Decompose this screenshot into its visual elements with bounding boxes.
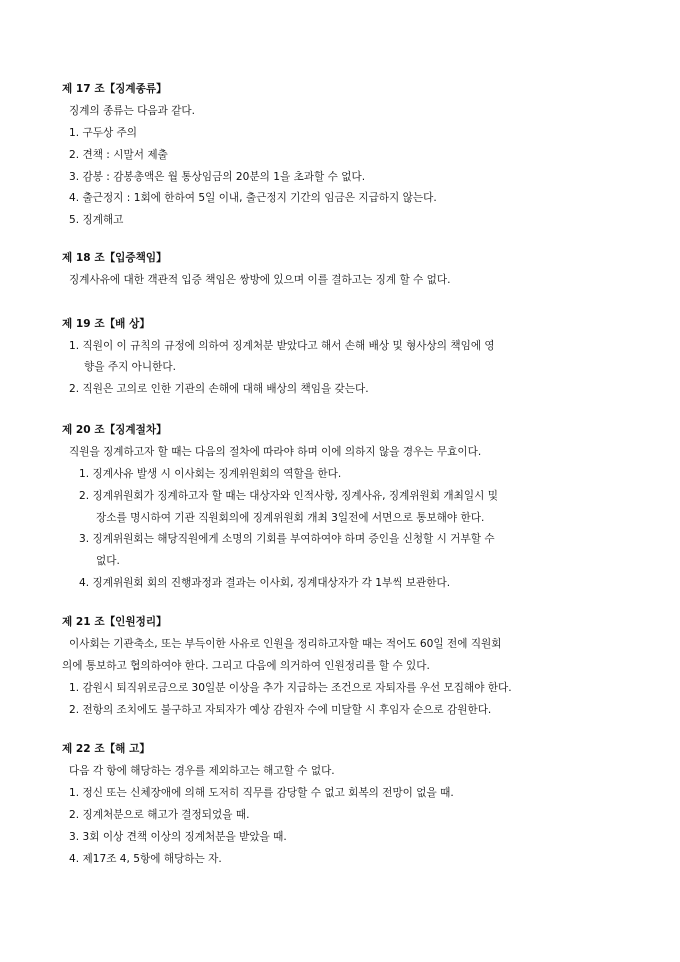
- article-22-item-3: 3. 3회 이상 견책 이상의 징계처분을 받았을 때.: [69, 831, 287, 843]
- article-22-item-1: 1. 정신 또는 신체장애에 의해 도저히 직무를 감당할 수 없고 회복의 전망이 없을 때.: [69, 787, 454, 799]
- article-22-item-4: 4. 제17조 4, 5항에 해당하는 자.: [69, 853, 222, 865]
- article-19-item-2: 2. 직원은 고의로 인한 기관의 손해에 대해 배상의 책임을 갖는다.: [69, 383, 369, 395]
- article-17-item-5: 5. 징계해고: [69, 214, 124, 226]
- article-22-heading: 제 22 조【해 고】: [62, 743, 150, 755]
- article-17-intro: 징계의 종류는 다음과 같다.: [69, 105, 196, 117]
- article-17-item-4: 4. 출근정지 : 1회에 한하여 5일 이내, 출근정지 기간의 임금은 지급하지 않는다.: [69, 192, 437, 204]
- article-22-intro: 다음 각 항에 해당하는 경우를 제외하고는 해고할 수 없다.: [69, 765, 335, 777]
- article-20-item-4: 4. 징계위원회 회의 진행과정과 결과는 이사회, 징계대상자가 각 1부씩 보관한다.: [79, 577, 451, 589]
- article-21-item-1: 1. 감원시 퇴직위로금으로 30일분 이상을 추가 지급하는 조건으로 자퇴자를 우선 모집해야 한다.: [69, 682, 512, 694]
- article-17-heading: 제 17 조【징계종류】: [62, 83, 167, 95]
- article-18-intro: 징계사유에 대한 객관적 입증 책임은 쌍방에 있으며 이를 결하고는 징계 할 수 없다.: [69, 274, 451, 286]
- article-20-item-1: 1. 징계사유 발생 시 이사회는 징계위원회의 역할을 한다.: [79, 468, 342, 480]
- article-17-item-1: 1. 구두상 주의: [69, 127, 138, 139]
- article-19-item-1: 1. 직원이 이 규칙의 규정에 의하여 징계처분 받았다고 해서 손해 배상 및 형사상의 책임에 영: [69, 340, 495, 352]
- article-21-heading: 제 21 조【인원정리】: [62, 616, 167, 628]
- article-20-item-3-cont: 없다.: [96, 555, 120, 567]
- article-17-item-2: 2. 견책 : 시말서 제출: [69, 149, 168, 161]
- article-22-item-2: 2. 징계처분으로 해고가 결정되었을 때.: [69, 809, 250, 821]
- article-21-paragraph-line-2: 의에 통보하고 협의하여야 한다. 그리고 다음에 의거하여 인원정리를 할 수 있다.: [62, 660, 430, 672]
- article-21-paragraph-line-1: 이사회는 기관축소, 또는 부득이한 사유로 인원을 정리하고자할 때는 적어도 60일 전에 직원회: [69, 638, 502, 650]
- article-20-item-2-cont: 장소를 명시하여 기관 직원회의에 징계위원회 개최 3일전에 서면으로 통보해야 한다.: [96, 512, 485, 524]
- article-19-heading: 제 19 조【배 상】: [62, 318, 150, 330]
- article-20-item-3: 3. 징계위원회는 해당직원에게 소명의 기회를 부여하여야 하며 증인을 신청할 시 거부할 수: [79, 533, 495, 545]
- article-20-item-2: 2. 징계위원회가 징계하고자 할 때는 대상자와 인적사항, 징계사유, 징계위원회 개최일시 및: [79, 490, 498, 502]
- article-18-heading: 제 18 조【입증책임】: [62, 252, 167, 264]
- article-17-item-3: 3. 감봉 : 감봉총액은 월 통상임금의 20분의 1을 초과할 수 없다.: [69, 171, 366, 183]
- article-20-intro: 직원을 징계하고자 할 때는 다음의 절차에 따라야 하며 이에 의하지 않을 경우는 무효이다.: [69, 446, 482, 458]
- article-20-heading: 제 20 조【징계절차】: [62, 424, 167, 436]
- article-19-item-1-cont: 향을 주지 아니한다.: [84, 361, 176, 373]
- article-21-item-2: 2. 전항의 조치에도 불구하고 자퇴자가 예상 감원자 수에 미달할 시 후임자 순으로 감원한다.: [69, 704, 492, 716]
